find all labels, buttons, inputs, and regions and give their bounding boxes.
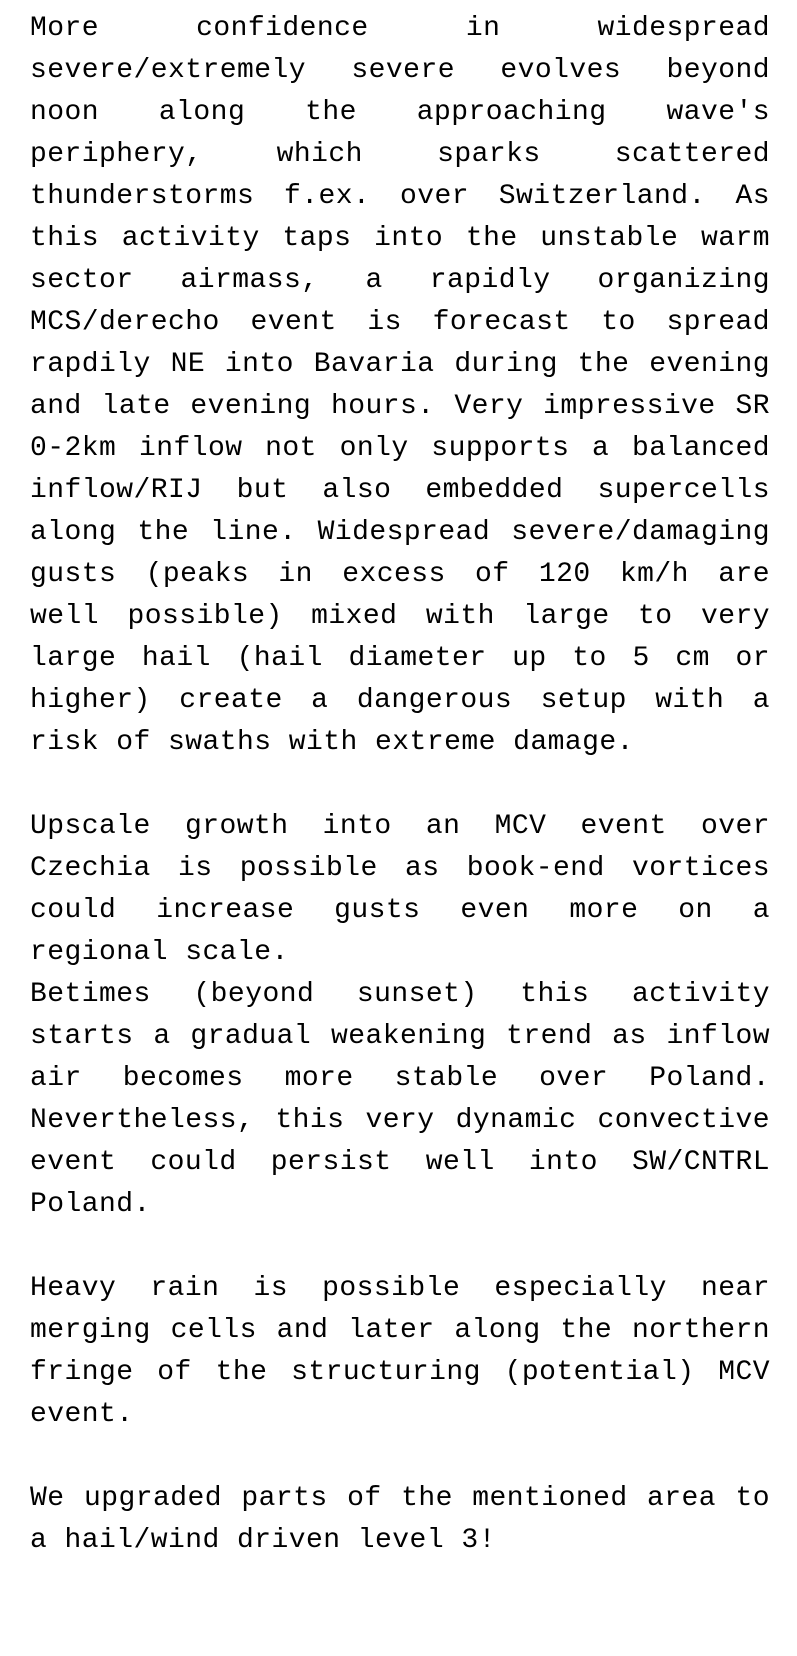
paragraph-weakening-trend: Betimes (beyond sunset) this activity starts a gradual weakening trend as inflow air becomes more stable over Poland. Nevertheless, this very dynamic convective event could persist well into SW/CNTRL Poland. xyxy=(30,979,770,1220)
paragraph-heavy-rain: Heavy rain is possible especially near merging cells and later along the northern fringe of the structuring (potential) MCV event. xyxy=(30,1273,770,1430)
paragraph-spacer xyxy=(30,1436,770,1478)
paragraph-spacer xyxy=(30,1226,770,1268)
forecast-text-block xyxy=(30,8,770,1562)
paragraph-spacer xyxy=(30,764,770,806)
paragraph-derecho-forecast: More confidence in widespread severe/extremely severe evolves beyond noon along the approaching wave's periphery, which sparks scattered thunderstorms f.ex. over Switzerland. As this activity taps into the unstable warm sector airmass, a rapidly organizing MCS/derecho event is forecast to spread rapdily NE into Bavaria during the evening and late evening hours. Very impressive SR 0-2km inflow not only supports a balanced inflow/RIJ but also embedded supercells along the line. Widespread severe/damaging gusts (peaks in excess of 120 km/h are well possible) mixed with large to very large hail (hail diameter up to 5 cm or higher) create a dangerous setup with a risk of swaths with extreme damage. xyxy=(30,13,770,758)
paragraph-mcv-upscale: Upscale growth into an MCV event over Czechia is possible as book-end vortices could increase gusts even more on a regional scale. xyxy=(30,811,770,968)
paragraph-level-upgrade: We upgraded parts of the mentioned area to a hail/wind driven level 3! xyxy=(30,1483,770,1556)
